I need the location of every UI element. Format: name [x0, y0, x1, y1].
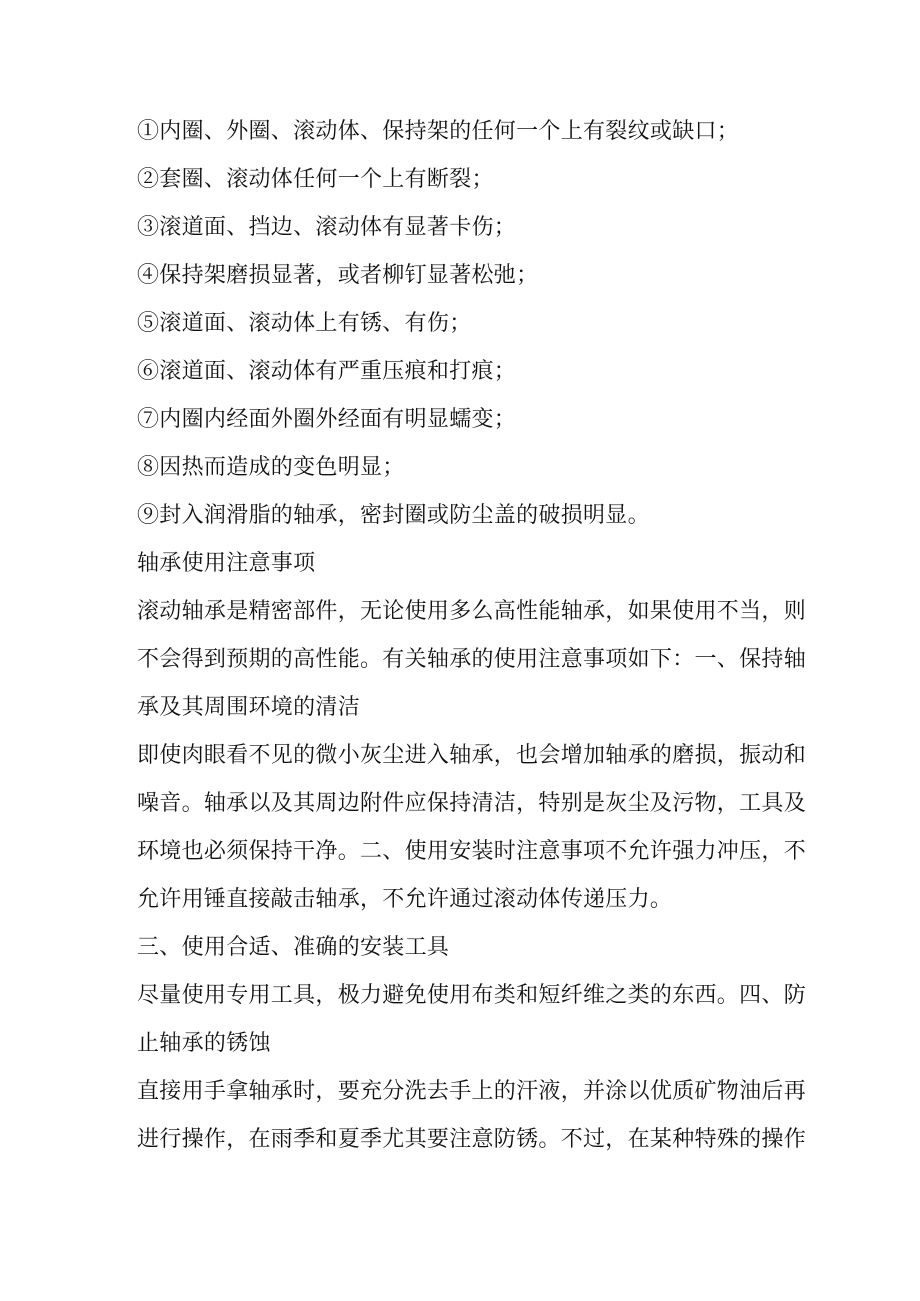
paragraph-tools — [137, 972, 807, 1068]
paragraph-line: 即使肉眼看不见的微小灰尘进入轴承，也会增加轴承的磨损，振动和 — [137, 743, 807, 768]
list-item: ⑥滚道面、滚动体有严重压痕和打痕； — [137, 359, 517, 384]
document-page — [137, 108, 807, 1164]
paragraph-line: 不会得到预期的高性能。有关轴承的使用注意事项如下：一、保持轴 — [137, 647, 807, 672]
paragraph-cleanliness — [137, 732, 807, 924]
paragraph-line: 环境也必须保持干净。二、使用安装时注意事项不允许强力冲压，不 — [137, 839, 807, 864]
paragraph-line: 止轴承的锈蚀 — [137, 1031, 271, 1056]
paragraph-usage-intro — [137, 588, 807, 732]
paragraph-line: 直接用手拿轴承时，要充分洗去手上的汗液，并涂以优质矿物油后再 — [137, 1079, 807, 1104]
list-item: ③滚道面、挡边、滚动体有显著卡伤； — [137, 215, 517, 240]
paragraph-line: 承及其周围环境的清洁 — [137, 695, 361, 720]
list-item: ②套圈、滚动体任何一个上有断裂； — [137, 167, 494, 192]
paragraph-line: 滚动轴承是精密部件，无论使用多么高性能轴承，如果使用不当，则 — [137, 599, 807, 624]
list-item: ⑤滚道面、滚动体上有锈、有伤； — [137, 311, 472, 336]
paragraph-line: 进行操作，在雨季和夏季尤其要注意防锈。不过，在某种特殊的操作 — [137, 1127, 807, 1152]
list-item: ④保持架磨损显著，或者柳钉显著松弛； — [137, 263, 539, 288]
list-item: ①内圈、外圈、滚动体、保持架的任何一个上有裂纹或缺口； — [137, 119, 740, 144]
list-item: ⑧因热而造成的变色明显； — [137, 455, 405, 480]
section-heading: 轴承使用注意事项 — [137, 551, 316, 576]
paragraph-line: 噪音。轴承以及其周边附件应保持清洁，特别是灰尘及污物，工具及 — [137, 791, 807, 816]
paragraph-rust-prevention — [137, 1068, 807, 1164]
paragraph-line: 允许用锤直接敲击轴承，不允许通过滚动体传递压力。 — [137, 887, 673, 912]
subheading-tools: 三、使用合适、准确的安装工具 — [137, 935, 450, 960]
list-item: ⑨封入润滑脂的轴承，密封圈或防尘盖的破损明显。 — [137, 503, 650, 528]
paragraph-line: 尽量使用专用工具，极力避免使用布类和短纤维之类的东西。四、防 — [137, 983, 807, 1008]
list-item: ⑦内圈内经面外圈外经面有明显蠕变； — [137, 407, 517, 432]
